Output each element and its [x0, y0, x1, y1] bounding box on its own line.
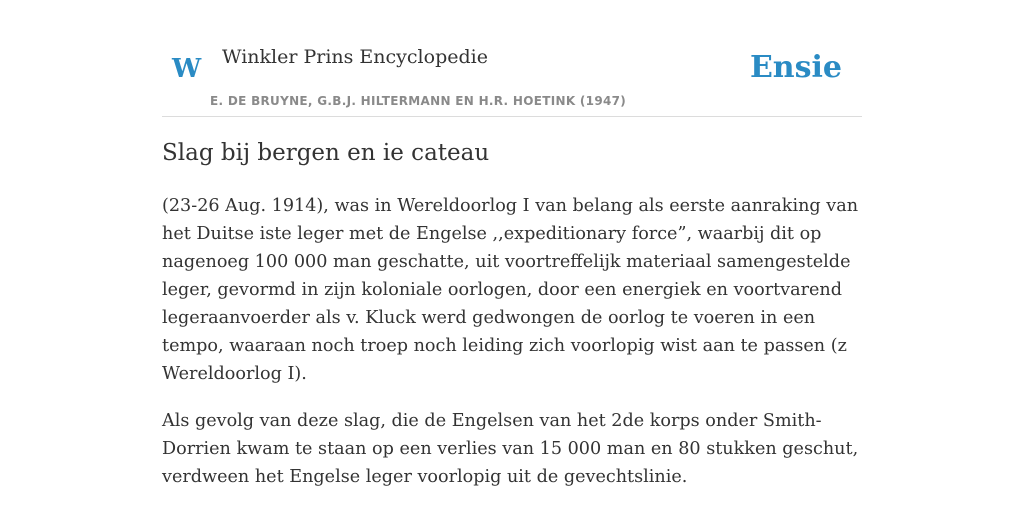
article-title: Slag bij bergen en ie cateau — [162, 140, 490, 166]
page-content — [162, 0, 862, 487]
article-paragraph-1: (23-26 Aug. 1914), was in Wereldoorlog I van belang als eerste aanraking van het Duitse iste leger met de Engelse ,,expeditionary force”, waarbij dit op nagenoeg 100 000 man geschatte, uit voortreffelijk materiaal samengestelde leger, gevormd in zijn koloniale oorlogen, door een energiek en voortvarend legeraanvoerder als v. Kluck werd gedwongen de oorlog te voeren in een tempo, waaraan noch troep noch leiding zich voorlopig wist aan te passen (z Wereldoorlog I). — [162, 196, 859, 384]
article-body — [162, 192, 862, 510]
brand-logo[interactable]: Ensie — [749, 50, 842, 85]
article-paragraph-2: Als gevolg van deze slag, die de Engelsen van het 2de korps onder Smith-Dorrien kwam te staan op een verlies van 15 000 man en 80 stukken geschut, verdween het Engelse leger voorlopig uit de gevechtslinie. — [162, 411, 859, 487]
site-logo-icon[interactable]: W — [172, 54, 202, 84]
site-authors: E. DE BRUYNE, G.B.J. HILTERMANN EN H.R. HOETINK (1947) — [210, 94, 627, 108]
site-header — [162, 0, 862, 117]
site-title[interactable]: Winkler Prins Encyclopedie — [222, 46, 488, 68]
